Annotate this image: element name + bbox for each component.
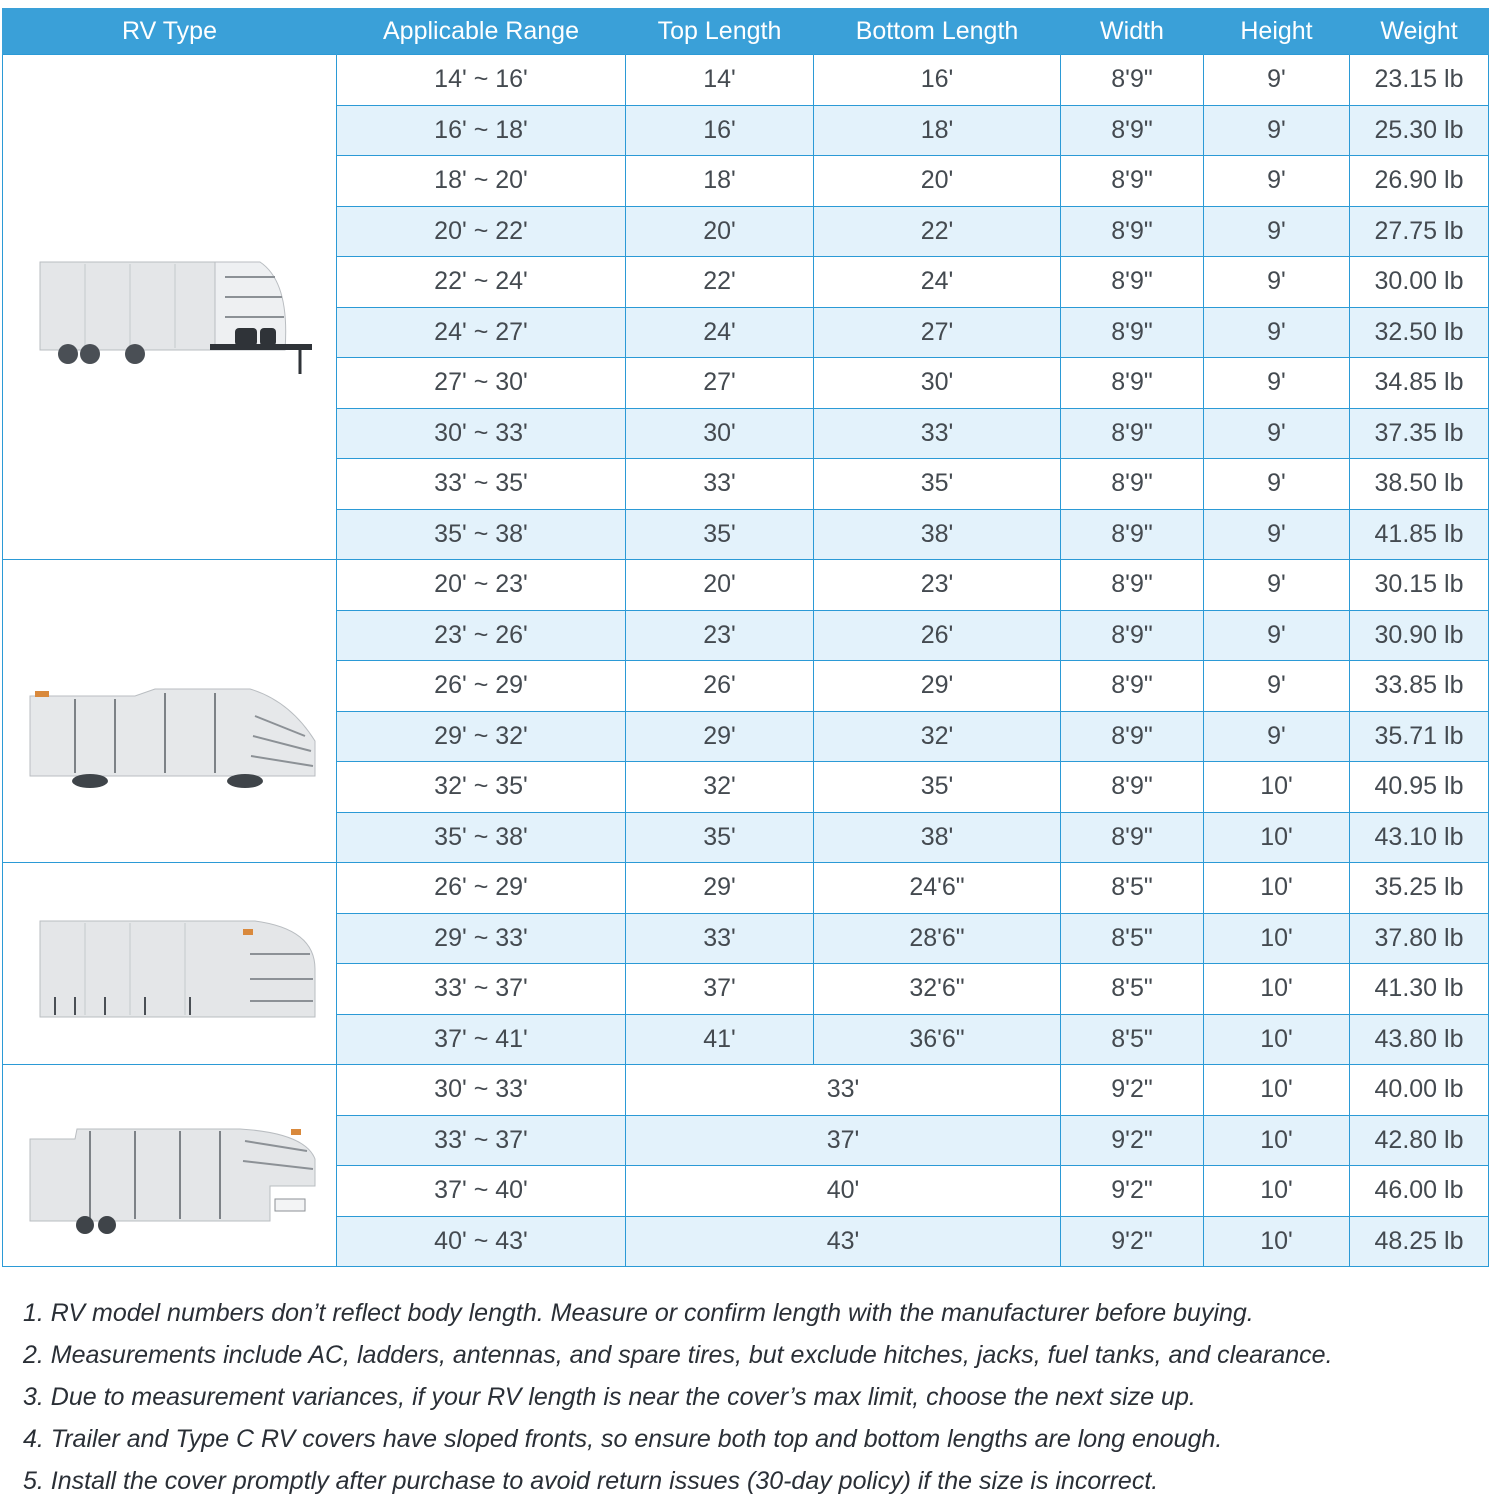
range-cell: 37' ~ 40'	[337, 1166, 626, 1217]
bottom-length-cell: 16'	[814, 55, 1061, 106]
weight-cell: 25.30 lb	[1350, 105, 1489, 156]
width-cell: 8'9"	[1061, 812, 1204, 863]
bottom-length-cell: 33'	[814, 408, 1061, 459]
range-cell: 20' ~ 23'	[337, 560, 626, 611]
width-cell: 8'9"	[1061, 661, 1204, 712]
bottom-length-cell: 35'	[814, 459, 1061, 510]
range-cell: 40' ~ 43'	[337, 1216, 626, 1267]
header-width: Width	[1061, 8, 1204, 55]
width-cell: 8'9"	[1061, 459, 1204, 510]
header-row	[3, 8, 1489, 55]
weight-cell: 34.85 lb	[1350, 358, 1489, 409]
note-5: 5. Install the cover promptly after purchase to avoid return issues (30-day policy) if the size is incorrect.	[23, 1467, 1159, 1495]
range-cell: 35' ~ 38'	[337, 812, 626, 863]
weight-cell: 27.75 lb	[1350, 206, 1489, 257]
top-length-cell: 27'	[626, 358, 814, 409]
bottom-length-cell: 18'	[814, 105, 1061, 156]
note-2: 2. Measurements include AC, ladders, antennas, and spare tires, but exclude hitches, jacks, fuel tanks, and clearance.	[23, 1341, 1333, 1369]
height-cell: 9'	[1204, 610, 1350, 661]
width-cell: 9'2"	[1061, 1065, 1204, 1116]
top-length-cell: 33'	[626, 459, 814, 510]
length-cell: 40'	[626, 1166, 1061, 1217]
note-4: 4. Trailer and Type C RV covers have sloped fronts, so ensure both top and bottom lengths are long enough.	[23, 1425, 1223, 1453]
width-cell: 8'9"	[1061, 156, 1204, 207]
header-rv-type: RV Type	[3, 8, 337, 55]
width-cell: 8'9"	[1061, 560, 1204, 611]
top-length-cell: 33'	[626, 913, 814, 964]
range-cell: 29' ~ 33'	[337, 913, 626, 964]
bottom-length-cell: 35'	[814, 762, 1061, 813]
weight-cell: 37.35 lb	[1350, 408, 1489, 459]
top-length-cell: 18'	[626, 156, 814, 207]
length-cell: 33'	[626, 1065, 1061, 1116]
width-cell: 8'5"	[1061, 913, 1204, 964]
width-cell: 9'2"	[1061, 1216, 1204, 1267]
travel-trailer-cover-icon	[3, 55, 337, 560]
width-cell: 8'9"	[1061, 55, 1204, 106]
height-cell: 10'	[1204, 863, 1350, 914]
width-cell: 8'9"	[1061, 257, 1204, 308]
size-table	[2, 8, 1489, 1267]
height-cell: 9'	[1204, 156, 1350, 207]
top-length-cell: 41'	[626, 1014, 814, 1065]
weight-cell: 42.80 lb	[1350, 1115, 1489, 1166]
height-cell: 9'	[1204, 105, 1350, 156]
range-cell: 24' ~ 27'	[337, 307, 626, 358]
header-bottom-length: Bottom Length	[814, 8, 1061, 55]
height-cell: 10'	[1204, 913, 1350, 964]
height-cell: 9'	[1204, 307, 1350, 358]
top-length-cell: 32'	[626, 762, 814, 813]
top-length-cell: 26'	[626, 661, 814, 712]
width-cell: 8'9"	[1061, 762, 1204, 813]
range-cell: 29' ~ 32'	[337, 711, 626, 762]
weight-cell: 41.85 lb	[1350, 509, 1489, 560]
height-cell: 10'	[1204, 1216, 1350, 1267]
bottom-length-cell: 29'	[814, 661, 1061, 712]
weight-cell: 48.25 lb	[1350, 1216, 1489, 1267]
top-length-cell: 29'	[626, 711, 814, 762]
width-cell: 9'2"	[1061, 1115, 1204, 1166]
top-length-cell: 24'	[626, 307, 814, 358]
height-cell: 10'	[1204, 762, 1350, 813]
weight-cell: 35.25 lb	[1350, 863, 1489, 914]
top-length-cell: 30'	[626, 408, 814, 459]
width-cell: 8'9"	[1061, 105, 1204, 156]
top-length-cell: 16'	[626, 105, 814, 156]
weight-cell: 35.71 lb	[1350, 711, 1489, 762]
height-cell: 9'	[1204, 257, 1350, 308]
width-cell: 8'9"	[1061, 711, 1204, 762]
width-cell: 8'9"	[1061, 358, 1204, 409]
top-length-cell: 35'	[626, 509, 814, 560]
weight-cell: 40.00 lb	[1350, 1065, 1489, 1116]
weight-cell: 43.10 lb	[1350, 812, 1489, 863]
range-cell: 27' ~ 30'	[337, 358, 626, 409]
range-cell: 18' ~ 20'	[337, 156, 626, 207]
height-cell: 9'	[1204, 459, 1350, 510]
range-cell: 30' ~ 33'	[337, 1065, 626, 1116]
range-cell: 33' ~ 37'	[337, 1115, 626, 1166]
table-row	[3, 863, 1489, 914]
height-cell: 10'	[1204, 1014, 1350, 1065]
length-cell: 43'	[626, 1216, 1061, 1267]
height-cell: 9'	[1204, 509, 1350, 560]
height-cell: 10'	[1204, 1115, 1350, 1166]
top-length-cell: 20'	[626, 206, 814, 257]
range-cell: 33' ~ 35'	[337, 459, 626, 510]
bottom-length-cell: 38'	[814, 812, 1061, 863]
top-length-cell: 22'	[626, 257, 814, 308]
height-cell: 10'	[1204, 1065, 1350, 1116]
length-cell: 37'	[626, 1115, 1061, 1166]
weight-cell: 26.90 lb	[1350, 156, 1489, 207]
top-length-cell: 23'	[626, 610, 814, 661]
range-cell: 32' ~ 35'	[337, 762, 626, 813]
height-cell: 10'	[1204, 1166, 1350, 1217]
header-height: Height	[1204, 8, 1350, 55]
range-cell: 23' ~ 26'	[337, 610, 626, 661]
range-cell: 16' ~ 18'	[337, 105, 626, 156]
weight-cell: 37.80 lb	[1350, 913, 1489, 964]
height-cell: 10'	[1204, 964, 1350, 1015]
bottom-length-cell: 26'	[814, 610, 1061, 661]
width-cell: 8'9"	[1061, 408, 1204, 459]
bottom-length-cell: 23'	[814, 560, 1061, 611]
weight-cell: 30.90 lb	[1350, 610, 1489, 661]
table-row	[3, 1065, 1489, 1116]
weight-cell: 40.95 lb	[1350, 762, 1489, 813]
bottom-length-cell: 32'6"	[814, 964, 1061, 1015]
height-cell: 10'	[1204, 812, 1350, 863]
width-cell: 8'5"	[1061, 964, 1204, 1015]
weight-cell: 46.00 lb	[1350, 1166, 1489, 1217]
height-cell: 9'	[1204, 661, 1350, 712]
width-cell: 8'5"	[1061, 1014, 1204, 1065]
weight-cell: 30.00 lb	[1350, 257, 1489, 308]
top-length-cell: 20'	[626, 560, 814, 611]
height-cell: 9'	[1204, 55, 1350, 106]
height-cell: 9'	[1204, 560, 1350, 611]
bottom-length-cell: 28'6"	[814, 913, 1061, 964]
header-top-length: Top Length	[626, 8, 814, 55]
header-applicable-range: Applicable Range	[337, 8, 626, 55]
table-row	[3, 560, 1489, 611]
height-cell: 9'	[1204, 206, 1350, 257]
weight-cell: 41.30 lb	[1350, 964, 1489, 1015]
bottom-length-cell: 22'	[814, 206, 1061, 257]
top-length-cell: 37'	[626, 964, 814, 1015]
range-cell: 14' ~ 16'	[337, 55, 626, 106]
range-cell: 35' ~ 38'	[337, 509, 626, 560]
width-cell: 8'9"	[1061, 610, 1204, 661]
top-length-cell: 14'	[626, 55, 814, 106]
weight-cell: 38.50 lb	[1350, 459, 1489, 510]
range-cell: 22' ~ 24'	[337, 257, 626, 308]
height-cell: 9'	[1204, 711, 1350, 762]
top-length-cell: 35'	[626, 812, 814, 863]
size-chart	[2, 8, 1488, 1267]
notes	[23, 1292, 1473, 1502]
weight-cell: 23.15 lb	[1350, 55, 1489, 106]
width-cell: 8'5"	[1061, 863, 1204, 914]
range-cell: 20' ~ 22'	[337, 206, 626, 257]
width-cell: 8'9"	[1061, 509, 1204, 560]
height-cell: 9'	[1204, 408, 1350, 459]
range-cell: 30' ~ 33'	[337, 408, 626, 459]
range-cell: 26' ~ 29'	[337, 863, 626, 914]
note-1: 1. RV model numbers don’t reflect body length. Measure or confirm length with the manufacturer before buying.	[23, 1299, 1254, 1327]
bottom-length-cell: 30'	[814, 358, 1061, 409]
bottom-length-cell: 24'	[814, 257, 1061, 308]
table-row	[3, 55, 1489, 106]
bottom-length-cell: 38'	[814, 509, 1061, 560]
note-3: 3. Due to measurement variances, if your RV length is near the cover’s max limit, choose the next size up.	[23, 1383, 1196, 1411]
bottom-length-cell: 27'	[814, 307, 1061, 358]
range-cell: 26' ~ 29'	[337, 661, 626, 712]
top-length-cell: 29'	[626, 863, 814, 914]
weight-cell: 33.85 lb	[1350, 661, 1489, 712]
weight-cell: 32.50 lb	[1350, 307, 1489, 358]
width-cell: 8'9"	[1061, 206, 1204, 257]
width-cell: 9'2"	[1061, 1166, 1204, 1217]
range-cell: 37' ~ 41'	[337, 1014, 626, 1065]
bottom-length-cell: 32'	[814, 711, 1061, 762]
height-cell: 9'	[1204, 358, 1350, 409]
bottom-length-cell: 24'6"	[814, 863, 1061, 914]
weight-cell: 43.80 lb	[1350, 1014, 1489, 1065]
header-weight: Weight	[1350, 8, 1489, 55]
bottom-length-cell: 20'	[814, 156, 1061, 207]
width-cell: 8'9"	[1061, 307, 1204, 358]
weight-cell: 30.15 lb	[1350, 560, 1489, 611]
class-a-rv-cover-icon	[3, 863, 337, 1065]
range-cell: 33' ~ 37'	[337, 964, 626, 1015]
bottom-length-cell: 36'6"	[814, 1014, 1061, 1065]
fifth-wheel-cover-icon	[3, 1065, 337, 1267]
class-c-rv-cover-icon	[3, 560, 337, 863]
